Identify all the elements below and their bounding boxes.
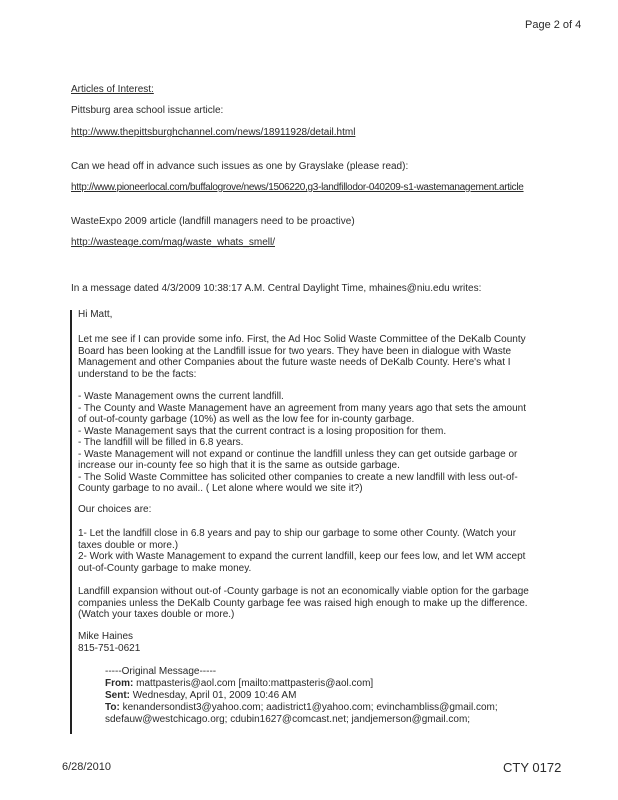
to-label: To: [105, 702, 120, 713]
fact-line: - The Solid Waste Committee has solicited other companies to create a new landfill with less out-of- [78, 471, 518, 483]
text-line: Management and other Companies about the future waste needs of DeKalb County. Here's what I [78, 357, 511, 368]
message-intro: In a message dated 4/3/2009 10:38:17 A.M. Central Daylight Time, mhaines@niu.edu writes: [71, 283, 482, 294]
from-label: From: [105, 678, 134, 689]
choice-line: 1- Let the landfill close in 6.8 years and pay to ship our garbage to some other County. (Watch your [78, 528, 517, 539]
fact-line: - Waste Management will not expand or continue the landfill unless they can get outside garbage or [78, 448, 518, 460]
from-value: mattpasteris@aol.com [mailto:mattpasteris@aol.com] [136, 678, 374, 689]
text-line: companies unless the DeKalb County garbage fee was raised high enough to make up the difference. [78, 597, 528, 609]
choice-line: 2- Work with Waste Management to expand the current landfill, keep our fees low, and let WM accept [78, 551, 526, 562]
greeting: Hi Matt, [78, 309, 113, 320]
article-link[interactable]: http://www.pioneerlocal.com/buffalogrove/news/1506220,g3-landfillodor-040209-s1-wastemanagement.article [71, 182, 524, 193]
articles-heading: Articles of Interest: [71, 84, 154, 95]
to-value-cont: sdefauw@westchicago.org; cdubin1627@comcast.net; jandjemerson@gmail.com; [105, 714, 471, 725]
sent-label: Sent: [105, 690, 130, 701]
choices-heading: Our choices are: [78, 504, 152, 515]
fact-line: - Waste Management says that the current contract is a losing proposition for them. [78, 425, 447, 437]
text-line: Landfill expansion without out-of -County garbage is not an economically viable option for the garbage [78, 586, 529, 597]
choice-line: out-of-County garbage to make money. [78, 562, 252, 574]
fact-line: increase our in-county fee so high that it is the same as outside garbage. [78, 460, 400, 471]
article-label: Pittsburg area school issue article: [71, 105, 224, 116]
fact-line: County garbage to no avail.. ( Let alone where would we site it?) [78, 483, 363, 494]
quote-border [70, 310, 72, 734]
original-separator: -----Original Message----- [105, 666, 217, 677]
text-line: understand to be the facts: [78, 368, 197, 380]
sent-value: Wednesday, April 01, 2009 10:46 AM [132, 690, 297, 701]
signature-phone: 815-751-0621 [78, 642, 141, 654]
text-line: Let me see if I can provide some info. First, the Ad Hoc Solid Waste Committee of the DeKalb County [78, 334, 526, 345]
to-value: kenandersondist3@yahoo.com; aadistrict1@yahoo.com; evinchambliss@gmail.com; [122, 702, 498, 713]
footer-date: 6/28/2010 [62, 761, 111, 773]
text-line: (Watch your taxes double or more.) [78, 609, 235, 620]
article-label: Can we head off in advance such issues as one by Grayslake (please read): [71, 161, 409, 172]
choice-line: taxes double or more.) [78, 539, 179, 551]
article-link[interactable]: http://wasteage.com/mag/waste_whats_smell/ [71, 237, 275, 248]
bates-number: CTY 0172 [503, 760, 562, 775]
text-line: Board has been looking at the Landfill issue for two years. They have been in dialogue with Waste [78, 345, 512, 357]
fact-line: - The landfill will be filled in 6.8 years. [78, 437, 244, 448]
signature-name: Mike Haines [78, 631, 134, 642]
fact-line: of out-of-county garbage (10%) as well as the low fee for in-county garbage. [78, 414, 415, 425]
article-label: WasteExpo 2009 article (landfill managers need to be proactive) [71, 216, 355, 227]
fact-line: - Waste Management owns the current landfill. [78, 391, 284, 402]
fact-line: - The County and Waste Management have an agreement from many years ago that sets the amount [78, 402, 527, 414]
article-link[interactable]: http://www.thepittsburghchannel.com/news/18911928/detail.html [71, 127, 356, 138]
page-number: Page 2 of 4 [525, 19, 582, 31]
